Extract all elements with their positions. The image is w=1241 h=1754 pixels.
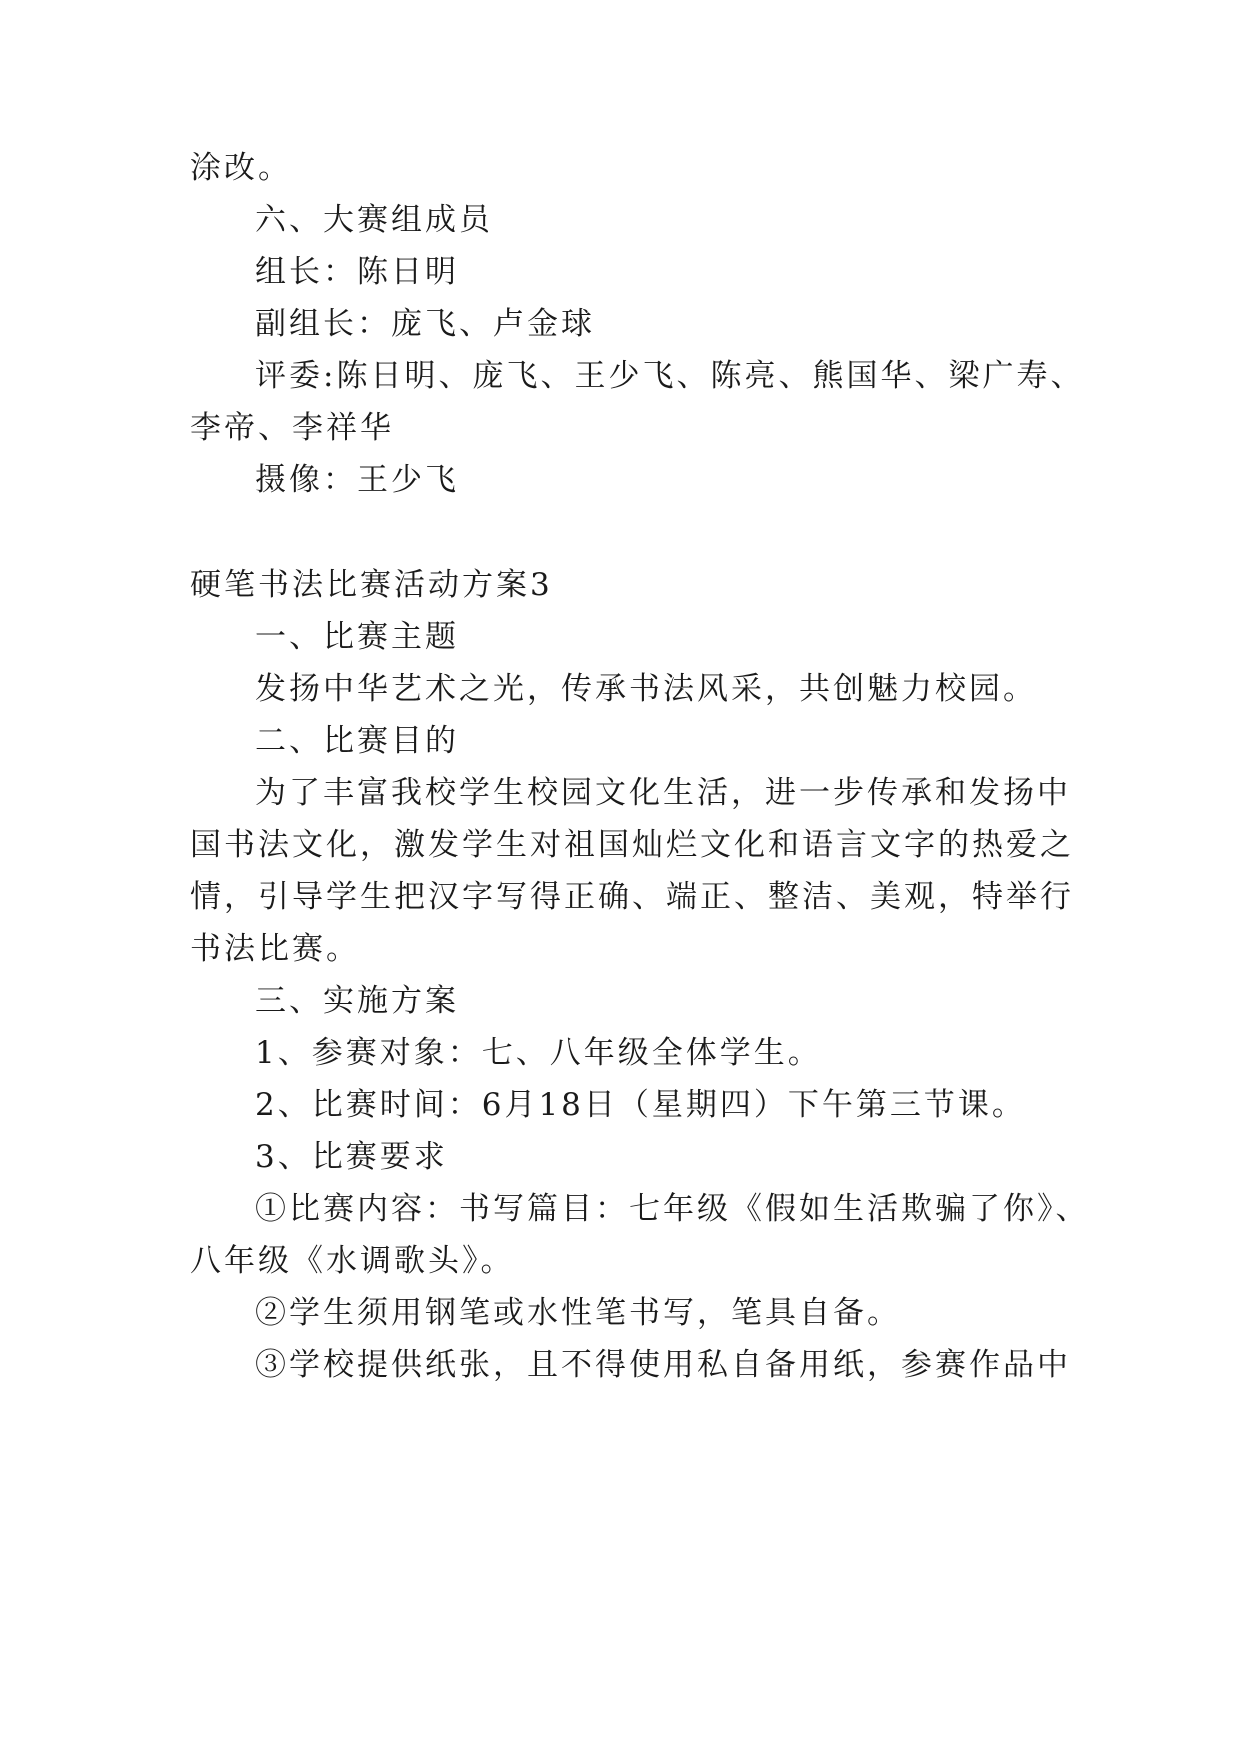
text-line-content-1: ①比赛内容：书写篇目：七年级《假如生活欺骗了你》、 xyxy=(255,1191,1090,1227)
paragraph-line-purpose-1: 为了丰富我校学生校园文化生活，进一步传承和发扬中 xyxy=(255,775,1071,811)
text-line-paper: ③学校提供纸张，且不得使用私自备用纸，参赛作品中 xyxy=(255,1347,1071,1383)
text-line-time: 2、比赛时间：6月18日（星期四）下午第三节课。 xyxy=(255,1087,1026,1123)
section-heading-plan: 三、实施方案 xyxy=(255,983,459,1019)
paragraph-line-purpose-4: 书法比赛。 xyxy=(190,931,360,967)
text-line-content-2: 八年级《水调歌头》。 xyxy=(190,1243,515,1279)
text-line-requirements: 3、比赛要求 xyxy=(255,1139,448,1175)
paragraph-line-purpose-3: 情，引导学生把汉字写得正确、端正、整洁、美观，特举行 xyxy=(190,879,1074,915)
text-line-theme: 发扬中华艺术之光，传承书法风采，共创魅力校园。 xyxy=(255,671,1037,707)
text-line-judges: 评委:陈日明、庞飞、王少飞、陈亮、熊国华、梁广寿、 xyxy=(255,358,1085,394)
text-line-judges-cont: 李帝、李祥华 xyxy=(190,410,394,446)
paragraph-line-purpose-2: 国书法文化，激发学生对祖国灿烂文化和语言文字的热爱之 xyxy=(190,827,1074,863)
text-line-pens: ②学生须用钢笔或水性笔书写，笔具自备。 xyxy=(255,1295,901,1331)
document-title: 硬笔书法比赛活动方案3 xyxy=(190,567,553,603)
text-line-camera: 摄像：王少飞 xyxy=(255,462,459,498)
text-line-continuation: 涂改。 xyxy=(190,150,292,186)
text-line-deputy-leader: 副组长：庞飞、卢金球 xyxy=(255,306,595,342)
section-heading-committee: 六、大赛组成员 xyxy=(255,202,493,238)
text-line-leader: 组长：陈日明 xyxy=(255,254,459,290)
text-line-participants: 1、参赛对象：七、八年级全体学生。 xyxy=(255,1035,822,1071)
section-heading-theme: 一、比赛主题 xyxy=(255,619,459,655)
section-heading-purpose: 二、比赛目的 xyxy=(255,723,459,759)
